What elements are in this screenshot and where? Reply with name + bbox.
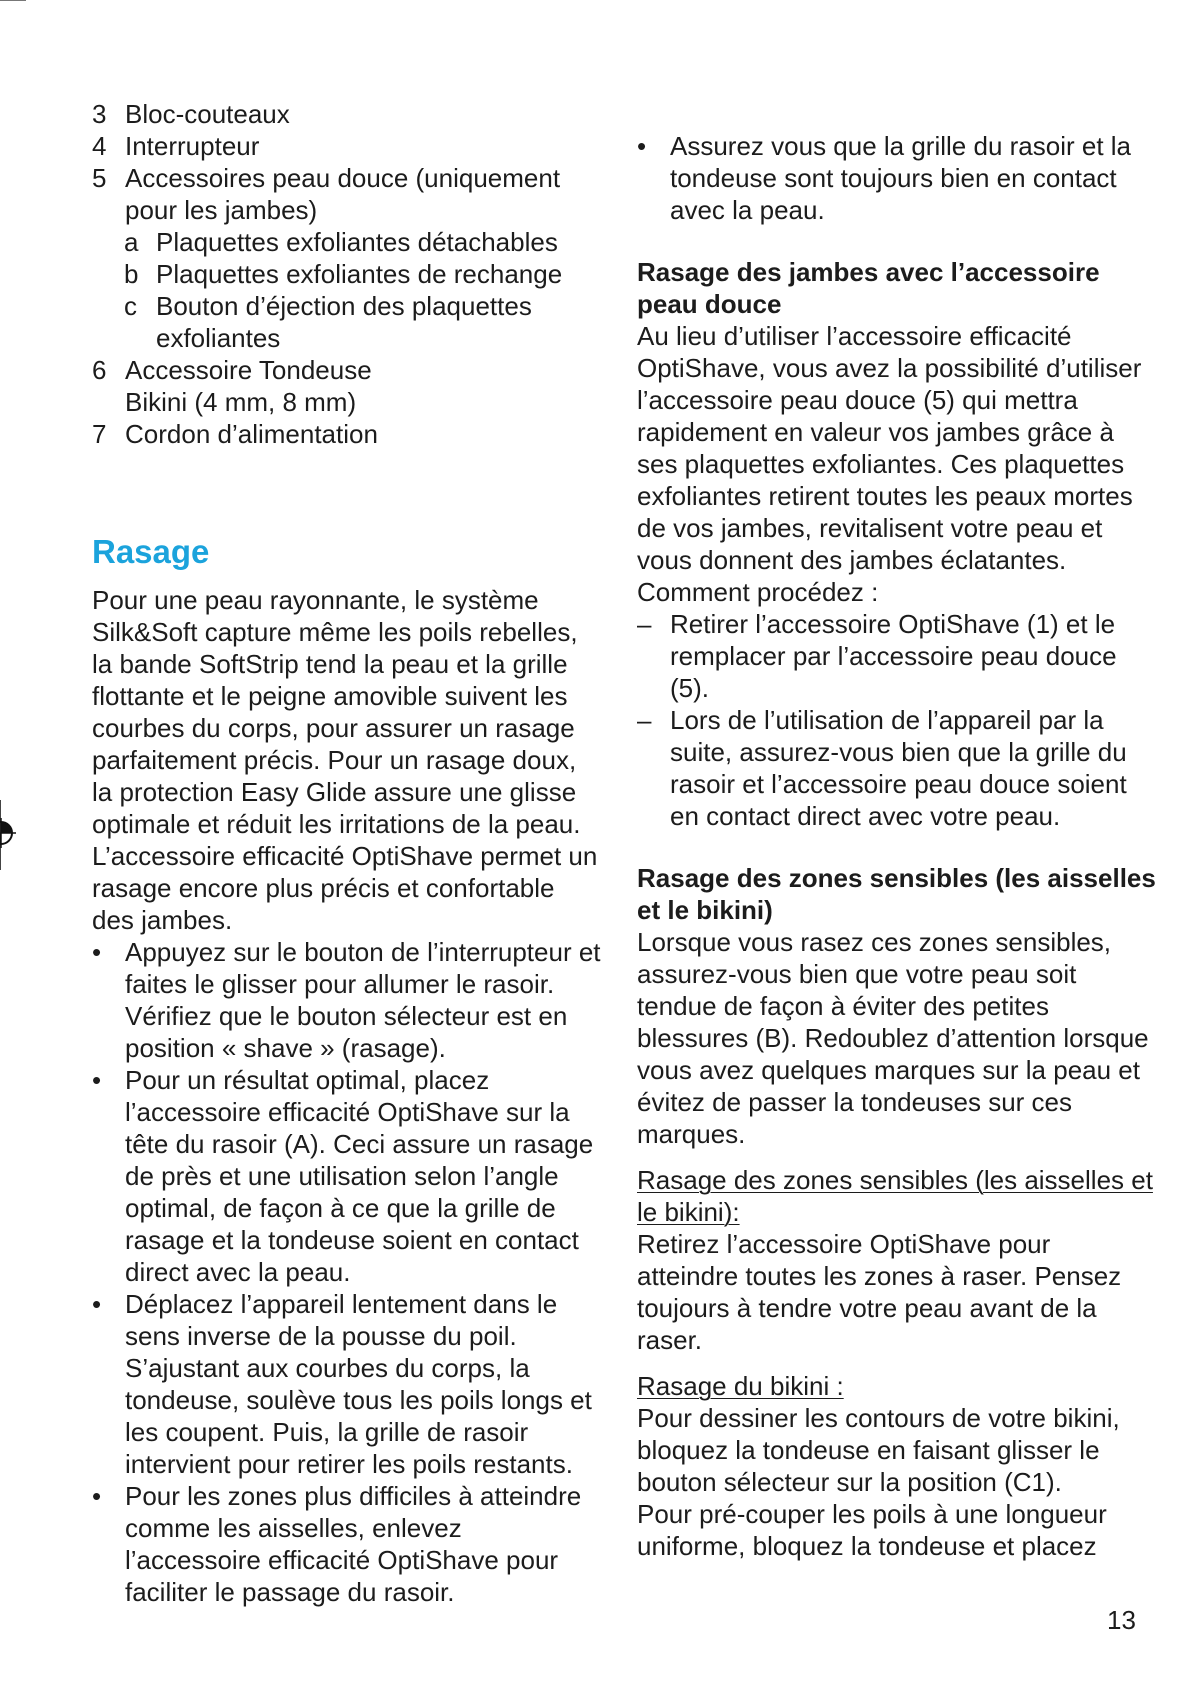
intro-paragraph-2: L’accessoire efficacité OptiShave permet un rasage encore plus précis et confortable des jambes. bbox=[92, 841, 598, 935]
page-number: 13 bbox=[1107, 1605, 1136, 1635]
bullet-icon: • bbox=[92, 1289, 102, 1319]
crop-mark-top bbox=[0, 0, 26, 1]
sensitive-subsection-body: Retirez l’accessoire OptiShave pour atteindre toutes les zones à raser. Pensez toujours à tendre votre peau avant de la raser. bbox=[637, 1229, 1122, 1355]
sub-list-item: b Plaquettes exfoliantes de rechange bbox=[124, 259, 563, 289]
list-item: 7 Cordon d’alimentation bbox=[92, 419, 378, 449]
list-item: 3 Bloc-couteaux bbox=[92, 99, 290, 129]
right-column bbox=[637, 98, 1157, 1562]
dash-icon: – bbox=[637, 705, 652, 735]
step-item: – Lors de l’utilisation de l’appareil par la suite, assurez-vous bien que la grille du rasoir et l’accessoire peau douce soient en contact direct avec votre peau. bbox=[637, 705, 1127, 831]
bikini-section-body-2: Pour pré-couper les poils à une longueur uniforme, bloquez la tondeuse et placez bbox=[637, 1499, 1107, 1561]
bullet-item: • Déplacez l’appareil lentement dans le sens inverse de la pousse du poil. S’ajustant aux courbes du corps, la tondeuse, soulève tous les poils longs et les coupent. Puis, la grille de rasoir intervient pour retirer les poils restants. bbox=[92, 1289, 592, 1479]
legs-section-body: Au lieu d’utiliser l’accessoire efficacité OptiShave, vous avez la possibilité d’utiliser l’accessoire peau douce (5) qui mettra rapidement en valeur vos jambes grâce à ses plaquettes exfoliantes. Ces plaquettes exfoliantes retirent toutes les peaux mortes de vos jambes, revitalisent votre peau et vous donnent des jambes éclatantes. bbox=[637, 321, 1142, 575]
bikini-section-body: Pour dessiner les contours de votre bikini, bloquez la tondeuse en faisant glisser le bouton sélecteur sur la position (C1). bbox=[637, 1403, 1120, 1497]
legs-section-title: Rasage des jambes avec l’accessoire peau douce bbox=[637, 257, 1100, 319]
section-heading: Rasage bbox=[92, 533, 210, 570]
bullet-icon: • bbox=[92, 937, 102, 967]
sensitive-section-title: Rasage des zones sensibles (les aisselles et le bikini) bbox=[637, 863, 1156, 925]
list-item: 4 Interrupteur bbox=[92, 131, 260, 161]
list-item: 6 Accessoire Tondeuse Bikini (4 mm, 8 mm) bbox=[92, 355, 372, 417]
bullet-item: • Appuyez sur le bouton de l’interrupteur et faites le glisser pour allumer le rasoir. Vérifiez que le bouton sélecteur est en position « shave » (rasage). bbox=[92, 937, 601, 1063]
list-item: 5 Accessoires peau douce (uniquement pour les jambes) bbox=[92, 163, 561, 225]
bikini-section-title: Rasage du bikini : bbox=[637, 1371, 844, 1401]
sub-list-item: a Plaquettes exfoliantes détachables bbox=[124, 227, 558, 257]
step-item: – Retirer l’accessoire OptiShave (1) et le remplacer par l’accessoire peau douce (5). bbox=[637, 609, 1117, 703]
intro-paragraph: Pour une peau rayonnante, le système Silk&Soft capture même les poils rebelles, la bande SoftStrip tend la peau et la grille flottante et le peigne amovible suivent les courbes du corps, pour assurer un rasage parfaitement précis. Pour un rasage doux, la protection Easy Glide assure une glisse optimale et réduit les irritations de la peau. bbox=[92, 585, 581, 839]
bullet-item: • Pour les zones plus difficiles à atteindre comme les aisselles, enlevez l’accessoire efficacité OptiShave pour faciliter le passage du rasoir. bbox=[92, 1481, 582, 1607]
parts-list bbox=[92, 98, 602, 450]
dash-icon: – bbox=[637, 609, 652, 639]
bullet-icon: • bbox=[637, 131, 647, 161]
bullet-icon: • bbox=[92, 1065, 102, 1095]
bullet-item: • Pour un résultat optimal, placez l’accessoire efficacité OptiShave sur la tête du rasoir (A). Ceci assure un rasage de près et une utilisation selon l’angle optimal, de façon à ce que la grille de rasage et la tondeuse soient en contact direct avec la peau. bbox=[92, 1065, 594, 1287]
bullet-icon: • bbox=[92, 1481, 102, 1511]
registration-mark-icon bbox=[0, 818, 16, 848]
sensitive-section-body: Lorsque vous rasez ces zones sensibles, assurez-vous bien que votre peau soit tendue de façon à éviter des petites blessures (B). Redoublez d’attention lorsque vous avez quelques marques sur la peau et évitez de passer la tondeuses sur ces marques. bbox=[637, 927, 1149, 1149]
left-column bbox=[92, 98, 602, 1608]
how-to-label: Comment procédez : bbox=[637, 577, 879, 607]
bullet-item: • Assurez vous que la grille du rasoir et la tondeuse sont toujours bien en contact avec la peau. bbox=[637, 131, 1132, 225]
sensitive-subsection-title: Rasage des zones sensibles (les aisselles et le bikini): bbox=[637, 1165, 1153, 1227]
sub-list-item: c Bouton d’éjection des plaquettes exfoliantes bbox=[124, 291, 532, 353]
